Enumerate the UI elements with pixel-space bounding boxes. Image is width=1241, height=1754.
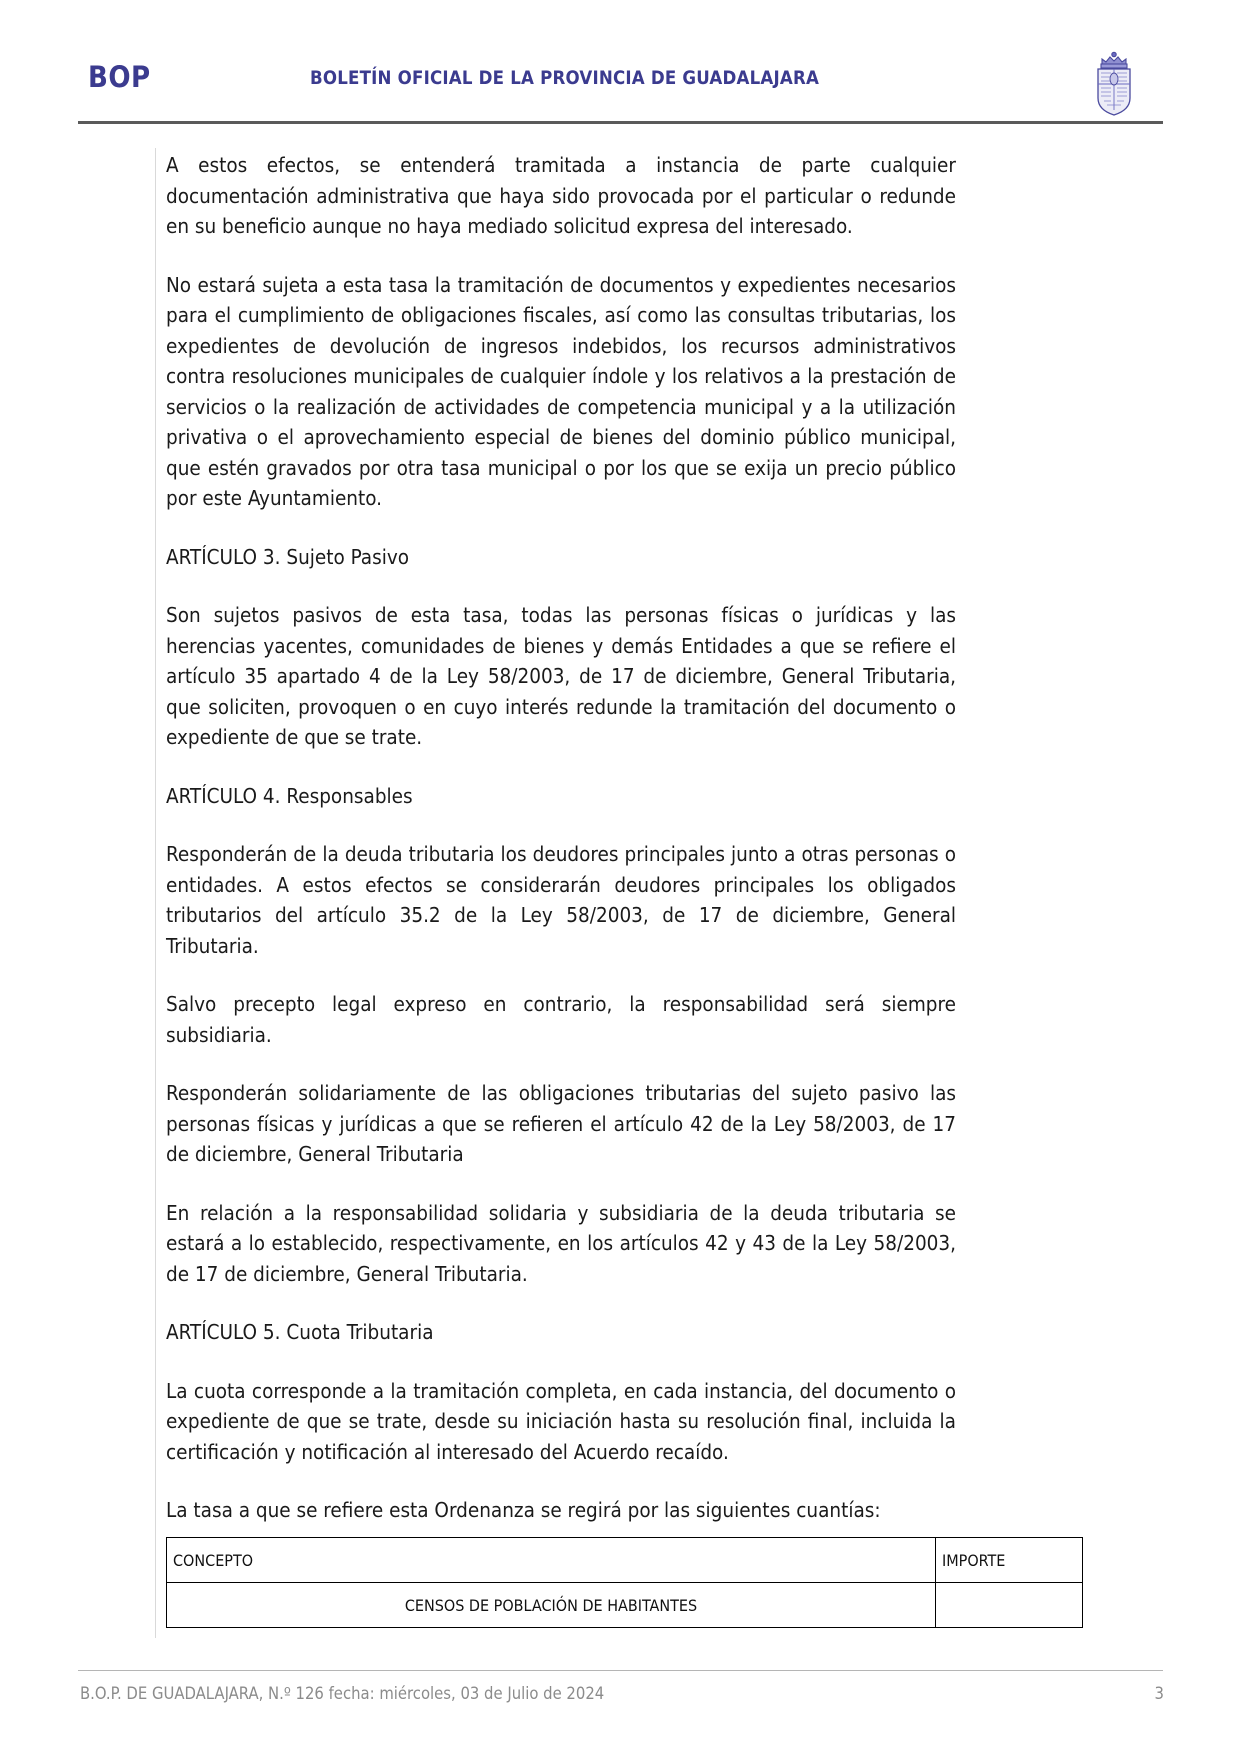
header-divider <box>78 121 1163 124</box>
column-rule <box>155 148 156 1638</box>
paragraph: En relación a la responsabilidad solidaria y subsidiaria de la deuda tributaria se estará a lo establecido, respectivamente, en los artículos 42 y 43 de la Ley 58/2003, de 17 de diciembre, General Tributaria. <box>166 1200 956 1286</box>
article-heading: ARTÍCULO 5. Cuota Tributaria <box>166 1320 434 1344</box>
article-heading: ARTÍCULO 4. Responsables <box>166 783 413 808</box>
table-header-concepto: CONCEPTO <box>167 1538 936 1583</box>
page-title: BOLETÍN OFICIAL DE LA PROVINCIA DE GUADALAJARA <box>310 68 820 89</box>
crowned-shield-coat-of-arms-icon <box>1088 48 1140 116</box>
paragraph: La cuota corresponde a la tramitación completa, en cada instancia, del documento o expediente de que se trate, desde su iniciación hasta su resolución final, incluida la certificación y notificación al interesado del Acuerdo recaído. <box>166 1378 956 1464</box>
footer-divider <box>78 1670 1163 1671</box>
paragraph: No estará sujeta a esta tasa la tramitación de documentos y expedientes necesarios para el cumplimiento de obligaciones fiscales, así como las consultas tributarias, los expedientes de devolución de ingresos indebidos, los recursos administrativos contra resoluciones municipales de cualquier índole y los relativos a la prestación de servicios o la realización de actividades de competencia municipal y a la utilización privativa o el aprovechamiento especial de bienes del dominio público municipal, que estén gravados por otra tasa municipal o por los que se exija un precio público por este Ayuntamiento. <box>166 272 956 510</box>
paragraph: Salvo precepto legal expreso en contrario, la responsabilidad será siempre subsidiaria. <box>166 992 956 1047</box>
article-heading: ARTÍCULO 3. Sujeto Pasivo <box>166 544 410 569</box>
paragraph: La tasa a que se refiere esta Ordenanza se regirá por las siguientes cuantías: <box>166 1498 881 1522</box>
document-body <box>166 150 956 1552</box>
paragraph: A estos efectos, se entenderá tramitada a instancia de parte cualquier documentación administrativa que haya sido provocada por el particular o redunde en su beneficio aunque no haya mediado solicitud expresa del interesado. <box>166 153 956 238</box>
paragraph: Son sujetos pasivos de esta tasa, todas las personas físicas o jurídicas y las herencias yacentes, comunidades de bienes y demás Entidades a que se refiere el artículo 35 apartado 4 de la Ley 58/2003, de 17 de diciembre, General Tributaria, que soliciten, provoquen o en cuyo interés redunde la tramitación del documento o expediente de que se trate. <box>166 603 956 749</box>
paragraph: Responderán solidariamente de las obligaciones tributarias del sujeto pasivo las personas físicas y jurídicas a que se refieren el artículo 42 de la Ley 58/2003, de 17 de diciembre, General Tributaria <box>166 1081 956 1166</box>
bop-logo: BOP <box>88 60 151 94</box>
footer-text: B.O.P. DE GUADALAJARA, N.º 126 fecha: miércoles, 03 de Julio de 2024 <box>80 1684 605 1703</box>
page-number: 3 <box>1154 1684 1164 1703</box>
table-header-importe: IMPORTE <box>936 1538 1083 1583</box>
paragraph: Responderán de la deuda tributaria los deudores principales junto a otras personas o entidades. A estos efectos se considerarán deudores principales los obligados tributarios del artículo 35.2 de la Ley 58/2003, de 17 de diciembre, General Tributaria. <box>166 842 956 958</box>
table-cell-concepto: CENSOS DE POBLACIÓN DE HABITANTES <box>167 1583 936 1628</box>
fee-table <box>166 1537 1083 1628</box>
masthead <box>0 0 1241 126</box>
table-cell-importe <box>936 1583 1083 1628</box>
table-row <box>167 1583 1083 1628</box>
table-header-row <box>167 1538 1083 1583</box>
